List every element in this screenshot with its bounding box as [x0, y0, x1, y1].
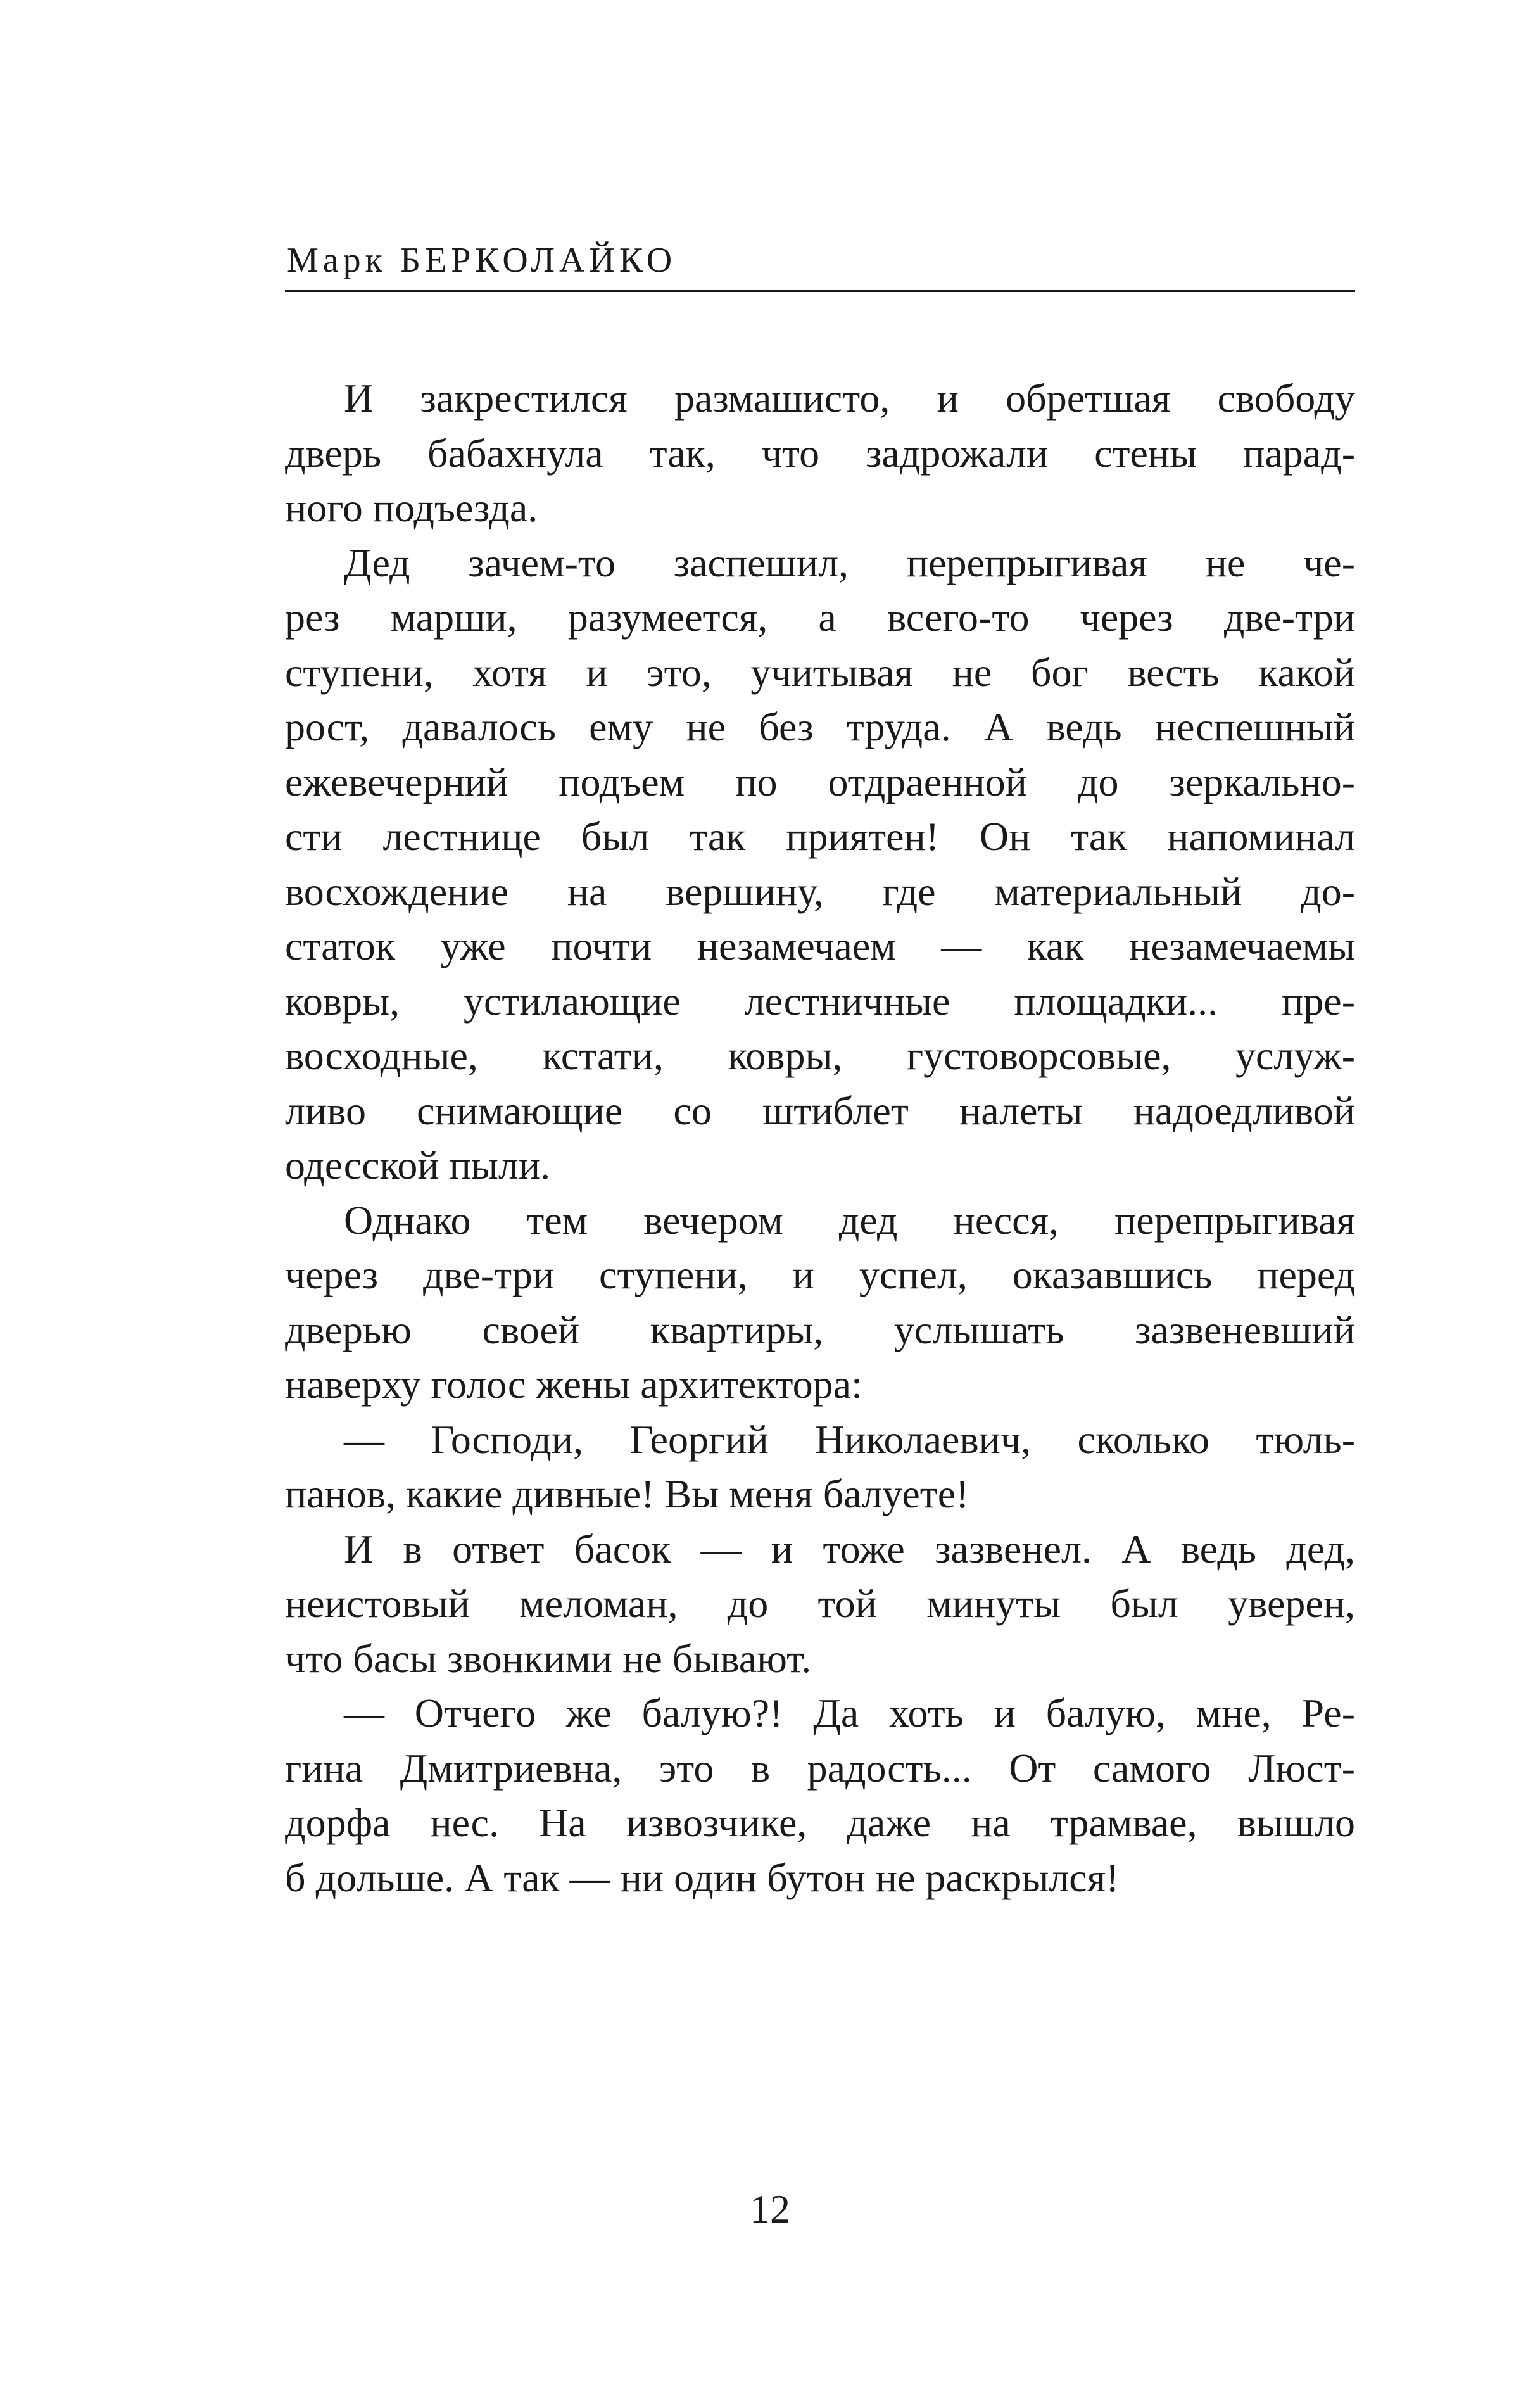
- text-line: статок уже почти незамечаем — как незамечаемы: [285, 923, 1355, 968]
- running-head: [285, 239, 1355, 292]
- text-line: что басы звонкими не бывают.: [285, 1635, 812, 1681]
- text-line: панов, какие дивные! Вы меня балуете!: [285, 1471, 969, 1516]
- text-line: дверью своей квартиры, услышать зазвеневший: [285, 1307, 1355, 1352]
- text-line: Однако тем вечером дед несся, перепрыгивая: [344, 1197, 1355, 1243]
- text-line: гина Дмитриевна, это в радость... От самого Люст-: [285, 1745, 1355, 1791]
- running-head-author: Марк БЕРКОЛАЙКО: [287, 241, 677, 280]
- text-line: дорфа нес. На извозчике, даже на трамвае, вышло: [285, 1800, 1355, 1845]
- text-line: наверху голос жены архитектора:: [285, 1362, 862, 1407]
- text-line: через две-три ступени, и успел, оказавшись перед: [285, 1252, 1355, 1297]
- text-line: восхождение на вершину, где материальный до-: [285, 868, 1355, 914]
- text-line: ковры, устилающие лестничные площадки... пре-: [285, 978, 1355, 1024]
- text-line: рез марши, разумеется, а всего-то через две-три: [285, 595, 1355, 640]
- text-line: ного подъезда.: [285, 485, 538, 530]
- text-line: неистовый меломан, до той минуты был уверен,: [285, 1581, 1355, 1626]
- text-line: ежевечерний подъем по отдраенной до зеркально-: [285, 759, 1355, 804]
- text-line: Дед зачем-то заспешил, перепрыгивая не че-: [344, 540, 1355, 585]
- body-text: [285, 371, 1355, 1905]
- text-line: рост, давалось ему не без труда. А ведь неспешный: [285, 704, 1355, 749]
- text-line: ливо снимающие со штиблет налеты надоедливой: [285, 1088, 1355, 1133]
- text-line: — Отчего же балую?! Да хоть и балую, мне, Ре-: [344, 1690, 1355, 1735]
- text-line: И закрестился размашисто, и обретшая свободу: [344, 376, 1355, 421]
- text-line: восходные, кстати, ковры, густоворсовые, услуж-: [285, 1033, 1355, 1078]
- text-line: б дольше. А так — ни один бутон не раскрылся!: [285, 1855, 1120, 1900]
- text-line: сти лестнице был так приятен! Он так напоминал: [285, 814, 1355, 859]
- text-line: ступени, хотя и это, учитывая не бог весть какой: [285, 649, 1355, 695]
- text-line: И в ответ басок — и тоже зазвенел. А ведь дед,: [344, 1526, 1355, 1571]
- text-line: дверь бабахнула так, что задрожали стены парад-: [285, 430, 1355, 476]
- page-number: 12: [750, 2186, 790, 2231]
- text-line: — Господи, Георгий Николаевич, сколько тюль-: [344, 1416, 1355, 1462]
- text-line: одесской пыли.: [285, 1143, 551, 1188]
